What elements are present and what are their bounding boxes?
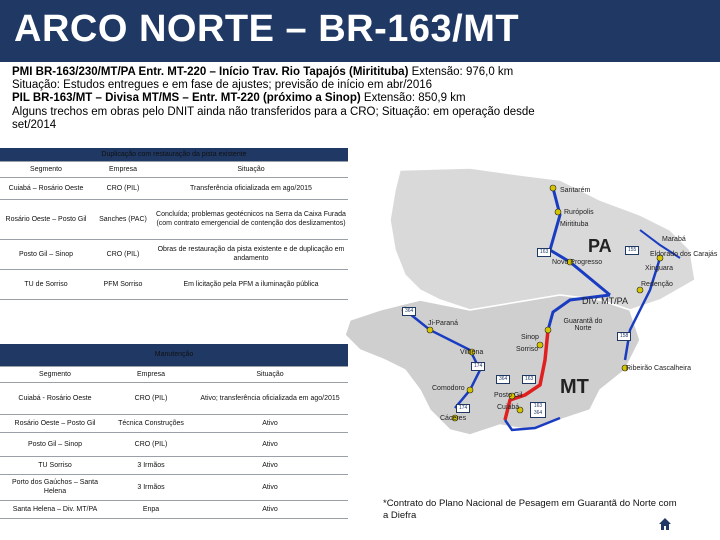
highway-shield: 163 <box>537 248 551 257</box>
city-label: Xinguara <box>645 265 674 272</box>
city-label: Posto Gil <box>494 392 523 399</box>
highway-shield: 158 <box>617 332 631 341</box>
col-header: Segmento <box>0 366 110 382</box>
city-label: Guarantã do Norte <box>563 318 603 332</box>
intro-line-2: Situação: Estudos entregues e em fase de ajustes; previsão de início em abr/2016 <box>12 79 433 92</box>
city-label: Novo Progresso <box>552 259 603 266</box>
city-dot <box>545 327 551 333</box>
highway-shield: 174 <box>471 362 485 371</box>
city-label: Comodoro <box>432 385 465 392</box>
highway-shield: 364 <box>496 375 510 384</box>
city-label: Sinop <box>521 334 539 341</box>
page-title: ARCO NORTE – BR-163/MT <box>14 8 520 50</box>
state-label-pa: PA <box>588 236 612 256</box>
duplication-table-title: Duplicação com restauração da pista existente <box>0 148 348 161</box>
highway-shield: 174 <box>456 404 470 413</box>
state-mt-shape <box>345 295 640 435</box>
table-row: TU Sorriso 3 Irmãos Ativo <box>0 456 348 474</box>
city-label: Cuiabá <box>497 404 520 411</box>
city-label: Cáceres <box>440 415 467 422</box>
city-label: Sorriso <box>516 346 539 353</box>
table-row: Cuiabá - Rosário Oeste CRO (PIL) Ativo; transferência oficializada em ago/2015 <box>0 382 348 414</box>
highway-shield: 155 <box>625 246 639 255</box>
col-header: Situação <box>154 161 348 177</box>
city-label: Marabá <box>662 236 686 243</box>
city-dot <box>550 185 556 191</box>
city-label: Eldorado dos Carajás <box>650 251 718 258</box>
table-row: TU de Sorriso PFM Sorriso Em licitação pela PFM a iluminação pública <box>0 269 348 299</box>
division-label: DIV. MT/PA <box>582 296 629 306</box>
col-header: Empresa <box>92 161 154 177</box>
intro-line-3: PIL BR-163/MT – Divisa MT/MS – Entr. MT-220 (próximo a Sinop) Extensão: 850,9 km <box>12 92 466 105</box>
city-dot <box>467 387 473 393</box>
table-row: Cuiabá – Rosário Oeste CRO (PIL) Transferência oficializada em ago/2015 <box>0 177 348 199</box>
footnote: *Contrato do Plano Nacional de Pesagem em Guarantã do Norte com a Diefra <box>383 498 677 521</box>
table-row: Rosário Oeste – Posto Gil Sanches (PAC) Concluída; problemas geotécnicos na Serra da Caixa Furada (com contrato emergencial de contenção dos deslizamentos) <box>0 199 348 239</box>
city-label: Vilhena <box>460 349 484 356</box>
intro-line-4: Alguns trechos em obras pelo DNIT ainda não transferidos para a CRO; Situação: em operação desde set/2014 <box>12 105 535 131</box>
maintenance-table <box>0 344 348 519</box>
title-banner <box>0 0 720 62</box>
city-label: Ji-Paraná <box>428 320 458 327</box>
table-row: Santa Helena – Div. MT/PA Enpa Ativo <box>0 500 348 518</box>
highway-shield: 163 <box>522 375 536 384</box>
city-dot <box>427 327 433 333</box>
col-header: Segmento <box>0 161 92 177</box>
intro-line-1: PMI BR-163/230/MT/PA Entr. MT-220 – Início Trav. Rio Tapajós (Miritituba) Extensão: 976,0 km <box>12 66 514 78</box>
state-label-mt: MT <box>560 376 589 398</box>
table-row: Posto Gil – Sinop CRO (PIL) Obras de restauração da pista existente e de duplicação em andamento <box>0 239 348 269</box>
city-label: Rurópolis <box>564 209 594 216</box>
city-label: Ribeirão Cascalheira <box>626 365 691 372</box>
table-row: Porto dos Gaúchos – Santa Helena 3 Irmãos Ativo <box>0 474 348 500</box>
maintenance-table-title: Manutenção <box>0 344 348 366</box>
table-row: Posto Gil – Sinop CRO (PIL) Ativo <box>0 432 348 456</box>
home-icon[interactable] <box>658 517 672 531</box>
city-label: Redenção <box>641 281 673 288</box>
col-header: Situação <box>192 366 348 382</box>
duplication-table <box>0 148 348 300</box>
intro-text <box>12 66 572 132</box>
city-label: Santarém <box>560 187 591 194</box>
highway-shield: 364 <box>402 307 416 316</box>
col-header: Empresa <box>110 366 192 382</box>
table-row: Rosário Oeste – Posto Gil Técnica Construções Ativo <box>0 414 348 432</box>
highway-shield: 163 364 <box>530 402 546 418</box>
city-dot <box>555 209 561 215</box>
city-label: Miritituba <box>560 221 589 228</box>
